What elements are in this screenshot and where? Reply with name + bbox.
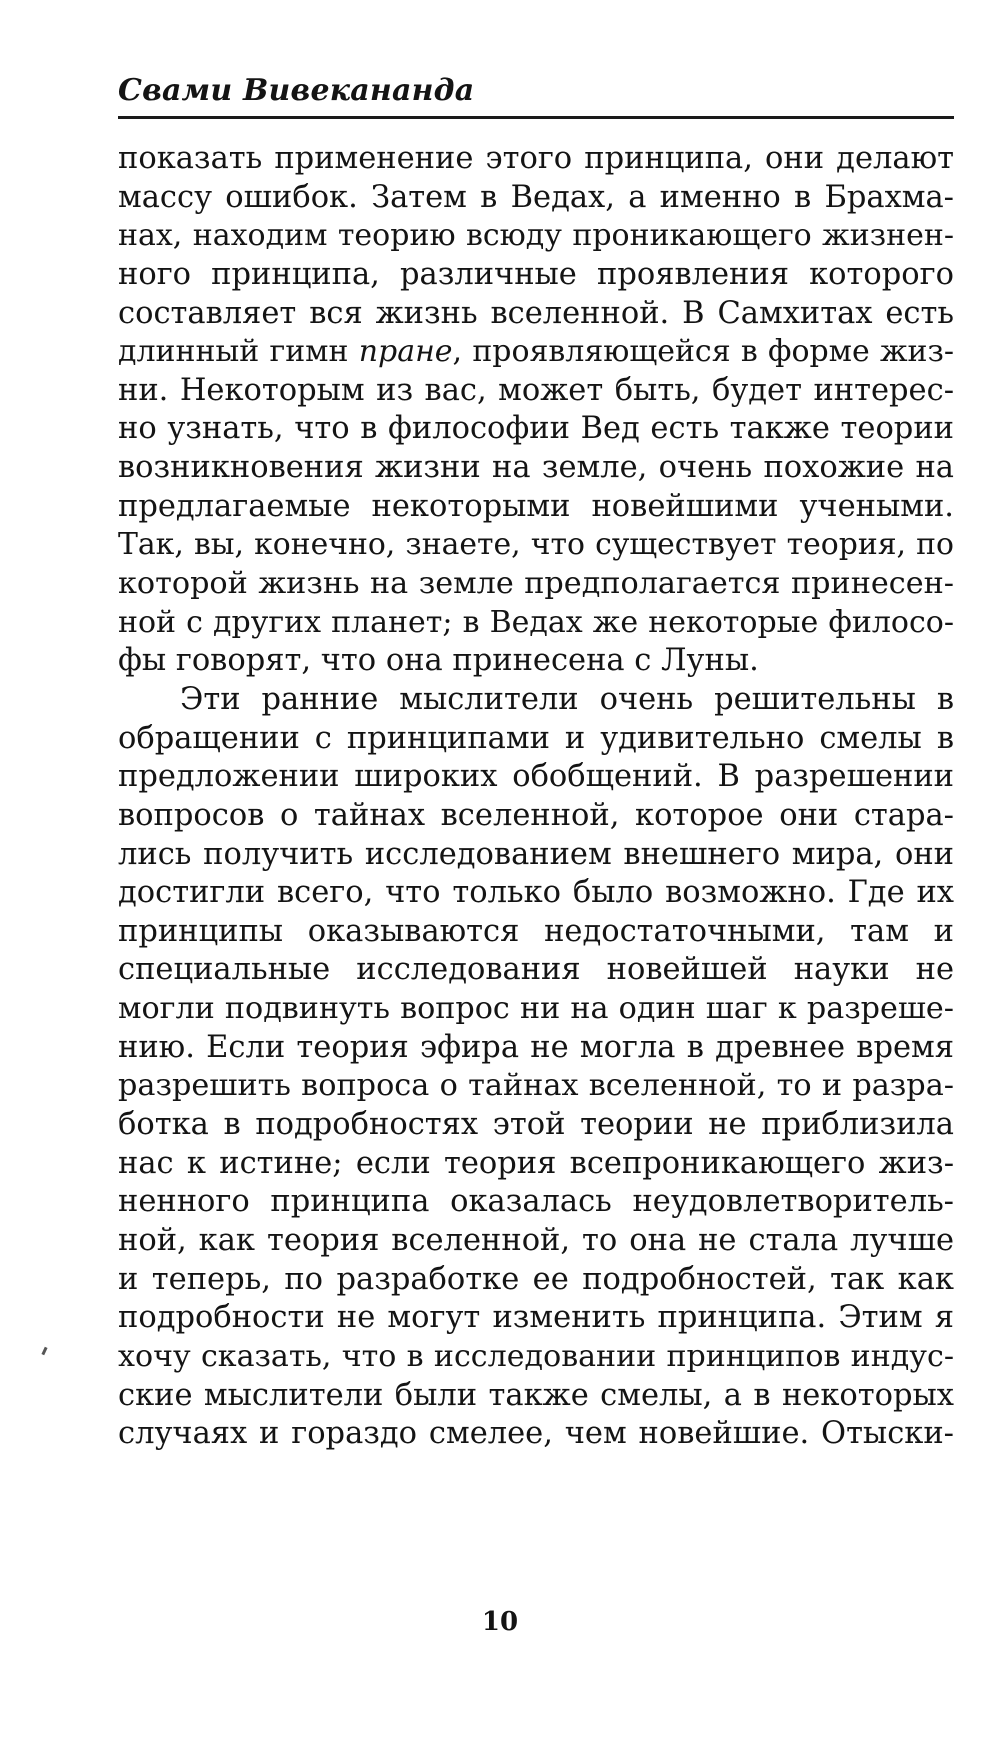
page-number: 10: [481, 1607, 519, 1637]
text-line: и теперь, по разработке ее подробностей, так как: [118, 1261, 954, 1297]
text-line: которой жизнь на земле предполагается принесен-: [118, 566, 954, 602]
text-line: случаях и гораздо смелее, чем новейшие. Отыски-: [118, 1416, 954, 1452]
text-line: нию. Если теория эфира не могла в древнее время: [118, 1029, 954, 1065]
text-line: Так, вы, конечно, знаете, что существует теория, по: [118, 527, 954, 563]
text-line: ненного принципа оказалась неудовлетворитель-: [118, 1184, 954, 1220]
text-line: фы говорят, что она принесена с Луны.: [118, 643, 759, 679]
running-header: [118, 64, 954, 119]
paragraph: [118, 681, 954, 1454]
text-line: ного принципа, различные проявления которого: [118, 256, 954, 292]
text-line: Эти ранние мыслители очень решительны в: [180, 681, 954, 717]
text-line: могли подвинуть вопрос ни на один шаг к разреше-: [118, 991, 954, 1027]
text-line: ной, как теория вселенной, то она не стала лучше: [118, 1222, 954, 1258]
text-line: ной с других планет; в Ведах же некоторые филосо-: [118, 604, 954, 640]
text-line: показать применение этого принципа, они делают: [118, 141, 954, 176]
text-line: нах, находим теорию всюду проникающего жизнен-: [118, 218, 954, 254]
body-text: [118, 140, 954, 1454]
text-line: лись получить исследованием внешнего мира, они: [118, 836, 954, 872]
print-speck: [41, 1347, 47, 1356]
text-line: достигли всего, что только было возможно. Где их: [118, 875, 954, 911]
text-line: предложении широких обобщений. В разрешении: [118, 759, 954, 795]
text-line: составляет вся жизнь вселенной. В Самхитах есть: [118, 295, 954, 331]
running-title: Свами Вивекананда: [118, 73, 475, 108]
italic-term: пране: [358, 334, 453, 370]
text-line: ни. Некоторым из вас, может быть, будет интерес-: [118, 372, 954, 408]
text-line: подробности не могут изменить принципа. Этим я: [118, 1300, 954, 1336]
text-line: разрешить вопроса о тайнах вселенной, то и разра-: [118, 1068, 954, 1104]
text-line: специальные исследования новейшей науки не: [118, 952, 954, 988]
paragraph: [118, 140, 954, 681]
text-line: предлагаемые некоторыми новейшими учеными.: [118, 488, 954, 524]
text-line: нас к истине; если теория всепроникающего жиз-: [118, 1145, 954, 1181]
text-line: обращении с принципами и удивительно смелы в: [118, 720, 954, 756]
text-line: принципы оказываются недостаточными, там и: [118, 913, 954, 949]
text-line: длинный гимн пране, проявляющейся в форме жиз-: [118, 334, 954, 370]
text-line: вопросов о тайнах вселенной, которое они стара-: [118, 797, 954, 833]
text-line: массу ошибок. Затем в Ведах, а именно в Брахма-: [118, 179, 954, 215]
text-line: хочу сказать, что в исследовании принципов индус-: [118, 1338, 954, 1374]
text-line: ботка в подробностях этой теории не приблизила: [118, 1107, 954, 1143]
text-line: но узнать, что в философии Вед есть также теории: [118, 411, 954, 447]
text-line: ские мыслители были также смелы, а в некоторых: [118, 1377, 954, 1413]
text-line: возникновения жизни на земле, очень похожие на: [118, 450, 954, 486]
